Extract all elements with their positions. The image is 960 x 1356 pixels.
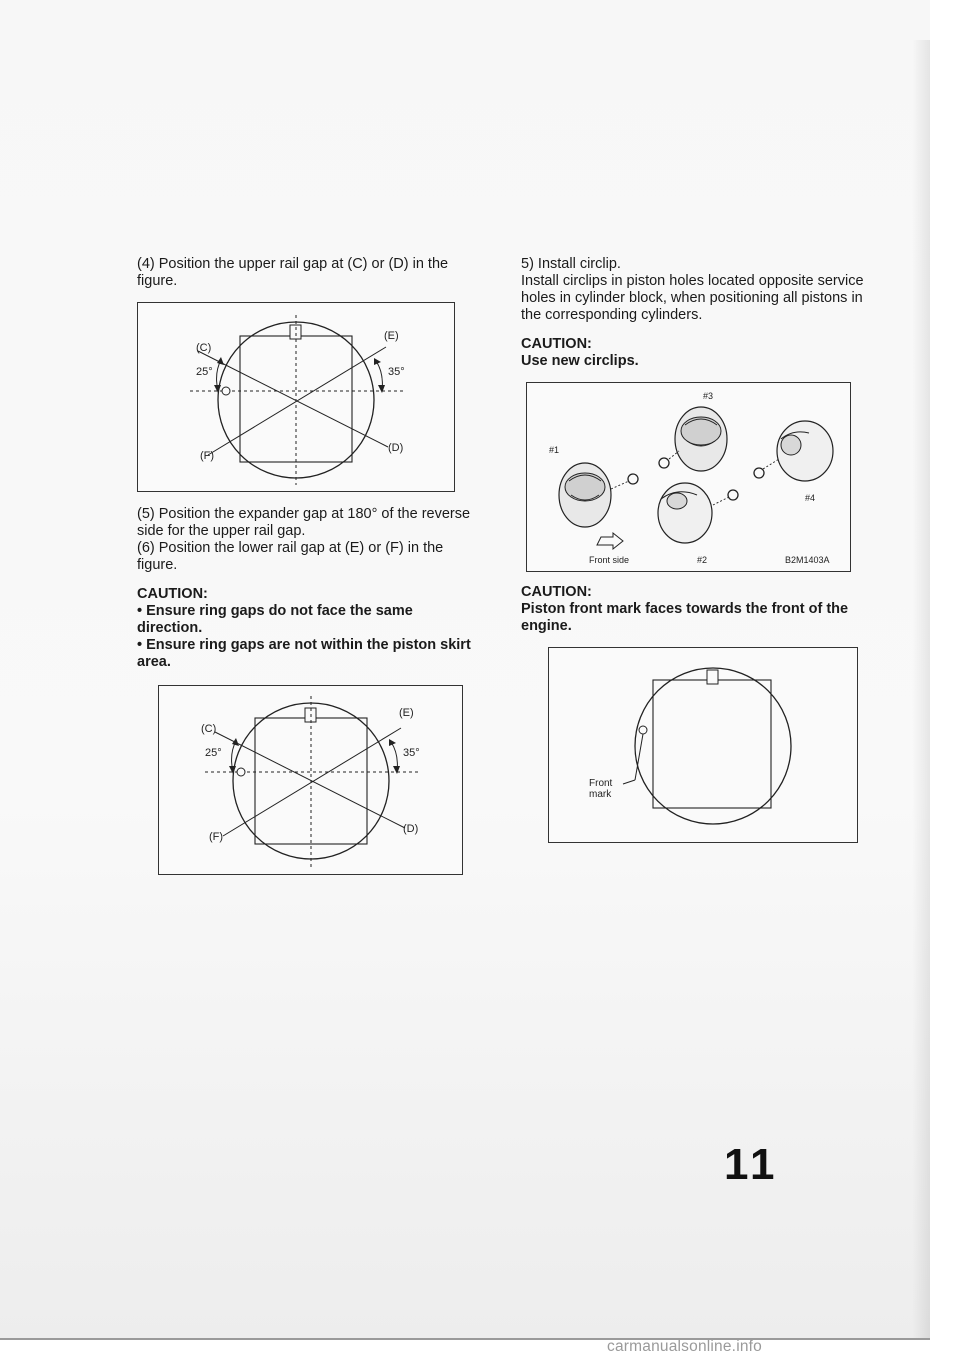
piston-4-icon bbox=[777, 421, 833, 481]
piston-3-icon bbox=[675, 407, 727, 471]
label-piston-2: #2 bbox=[697, 555, 708, 565]
figure-code: B2M1403A bbox=[785, 555, 830, 565]
label-piston-4: #4 bbox=[805, 493, 816, 503]
caution-item-2: • Ensure ring gaps are not within the piston skirt area. bbox=[137, 637, 471, 670]
right-column bbox=[521, 256, 871, 843]
caution-text-circlips: Use new circlips. bbox=[521, 353, 639, 369]
piston-2-icon bbox=[658, 483, 712, 543]
ring-gap-figure-1 bbox=[137, 302, 455, 492]
left-column bbox=[137, 256, 482, 875]
page-number: 11 bbox=[724, 1140, 779, 1189]
caution-label-left: CAUTION: bbox=[137, 586, 208, 602]
label-c-2: (C) bbox=[201, 723, 217, 735]
label-d: (D) bbox=[388, 442, 404, 454]
step-5-text: (5) Position the expander gap at 180° of the reverse side for the upper rail gap. bbox=[137, 506, 471, 539]
angle-35: 35° bbox=[388, 366, 405, 378]
label-e: (E) bbox=[384, 330, 399, 342]
caution-label-right-1: CAUTION: bbox=[521, 336, 592, 352]
ring-gap-figure-2 bbox=[158, 685, 463, 875]
mark-label: mark bbox=[589, 789, 612, 800]
caution-item-1: • Ensure ring gaps do not face the same direction. bbox=[137, 603, 413, 636]
angle-35-2: 35° bbox=[403, 747, 420, 759]
front-side-label: Front side bbox=[589, 555, 630, 565]
front-label: Front bbox=[589, 778, 613, 789]
label-e-2: (E) bbox=[399, 707, 414, 719]
circlip-diagram bbox=[527, 383, 850, 571]
page-edge-shadow bbox=[912, 40, 930, 1338]
circlip-figure bbox=[526, 382, 851, 572]
step-5-body: Install circlips in piston holes located opposite service holes in cylinder block, when positioning all pistons in the corresponding cylinders. bbox=[521, 273, 864, 323]
step-6-text: (6) Position the lower rail gap at (E) or (F) in the figure. bbox=[137, 540, 444, 573]
label-piston-1: #1 bbox=[549, 445, 560, 455]
step-4-text: (4) Position the upper rail gap at (C) or (D) in the figure. bbox=[137, 256, 449, 289]
front-mark-diagram bbox=[549, 648, 857, 842]
caution-label-right-2: CAUTION: bbox=[521, 584, 592, 600]
angle-25-2: 25° bbox=[205, 747, 222, 759]
front-mark-figure bbox=[548, 647, 858, 843]
angle-25: 25° bbox=[196, 366, 213, 378]
label-piston-3: #3 bbox=[703, 391, 714, 401]
label-d-2: (D) bbox=[403, 823, 419, 835]
piston-1-icon bbox=[559, 463, 611, 527]
caution-text-front-mark: Piston front mark faces towards the front of the engine. bbox=[521, 601, 849, 634]
watermark-text: carmanualsonline.info bbox=[607, 1338, 762, 1355]
ring-gap-diagram-2 bbox=[159, 686, 462, 874]
step-5-title: 5) Install circlip. bbox=[521, 256, 621, 272]
label-f: (F) bbox=[200, 450, 215, 462]
label-c: (C) bbox=[196, 342, 212, 354]
ring-gap-diagram-1 bbox=[138, 303, 454, 491]
label-f-2: (F) bbox=[209, 831, 224, 843]
front-arrow-icon bbox=[597, 533, 623, 549]
page-bottom-edge bbox=[0, 1338, 930, 1340]
